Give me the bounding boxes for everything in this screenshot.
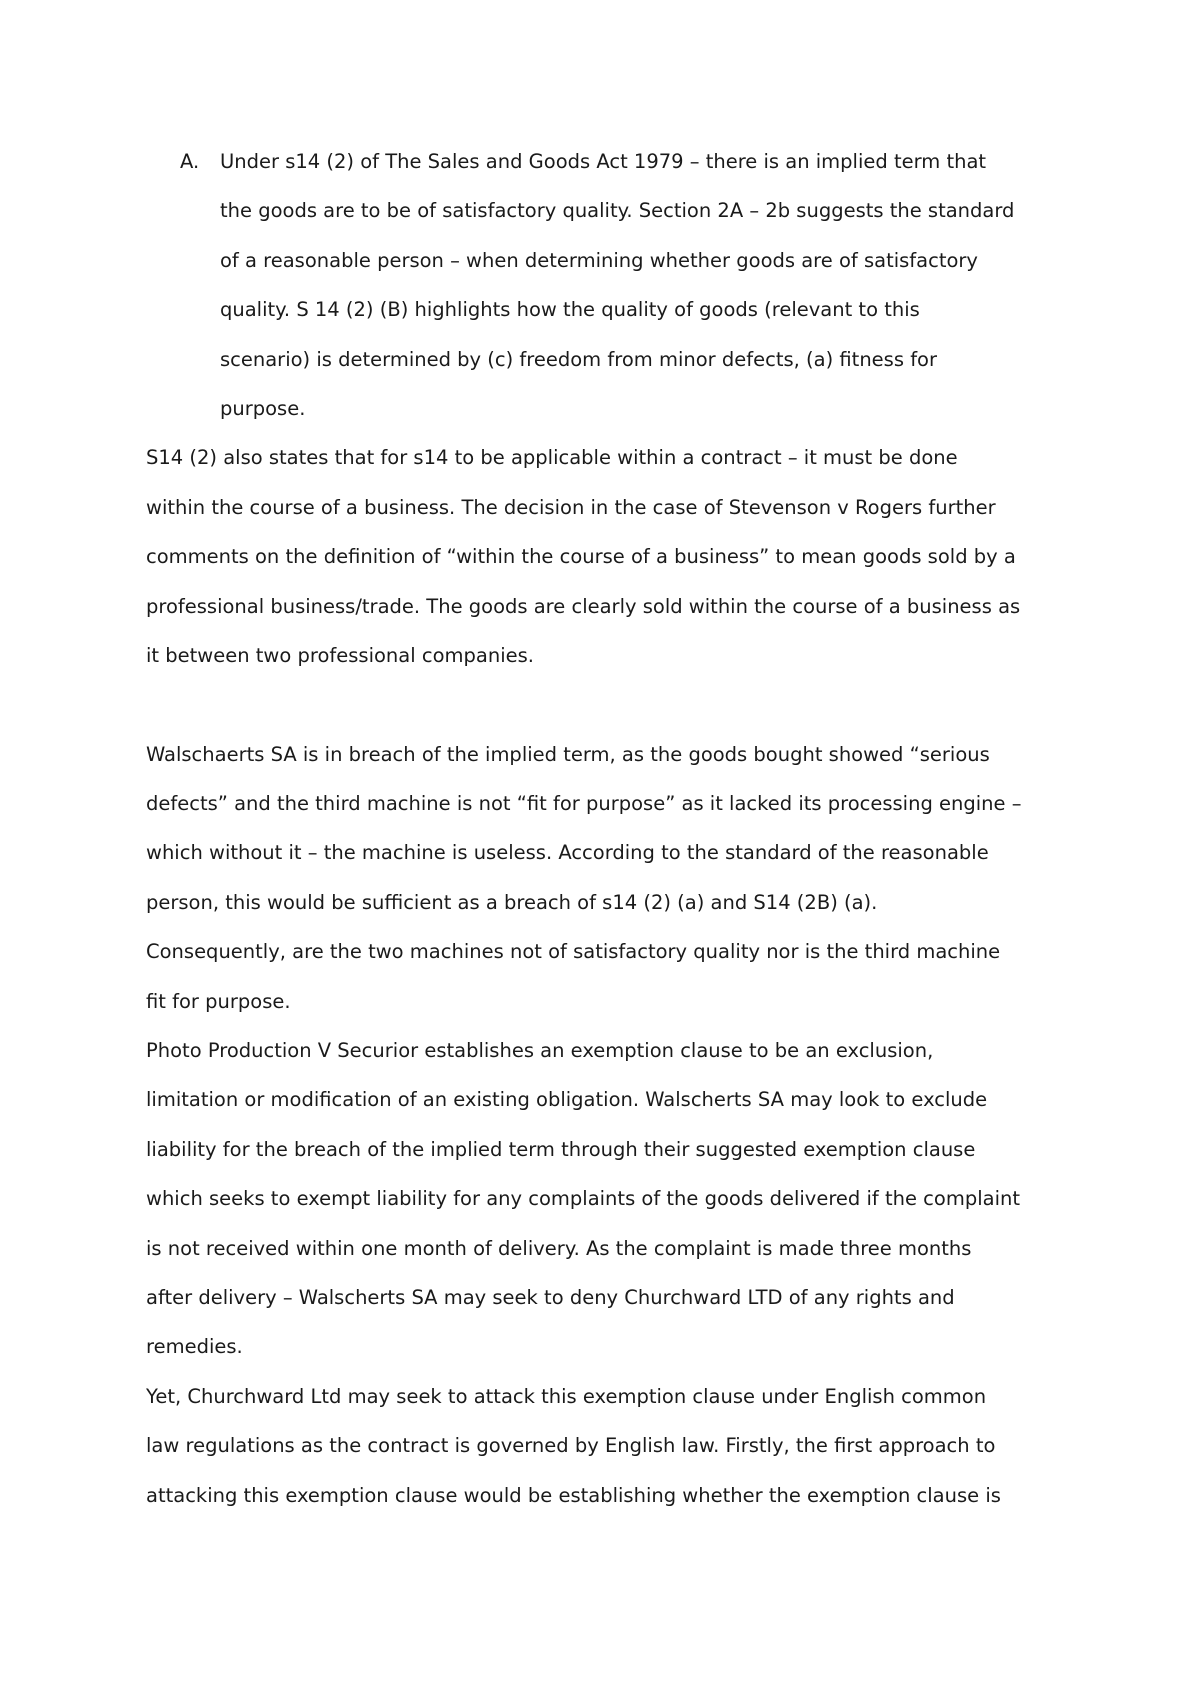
text-line: professional business/trade. The goods are clearly sold within the course of a business as	[146, 594, 1021, 618]
text-line: which without it – the machine is useless. According to the standard of the reasonable	[146, 841, 989, 865]
text-line: of a reasonable person – when determining whether goods are of satisfactory	[220, 248, 978, 272]
text-line: Walschaerts SA is in breach of the implied term, as the goods bought showed “serious	[146, 742, 990, 766]
text-line: defects” and the third machine is not “fit for purpose” as it lacked its processing engine –	[146, 792, 1022, 816]
text-line: liability for the breach of the implied term through their suggested exemption clause	[146, 1137, 976, 1161]
text-line: is not received within one month of delivery. As the complaint is made three months	[146, 1236, 972, 1260]
text-line: scenario) is determined by (c) freedom from minor defects, (a) fitness for	[220, 347, 938, 371]
paragraph-exemption-clause	[146, 1026, 1066, 1372]
document-page	[146, 137, 1066, 1520]
text-line: person, this would be sufficient as a breach of s14 (2) (a) and S14 (2B) (a).	[146, 890, 878, 914]
text-line: comments on the definition of “within the course of a business” to mean goods sold by a	[146, 545, 1016, 569]
text-line: which seeks to exempt liability for any complaints of the goods delivered if the complaint	[146, 1187, 1020, 1211]
list-item-body	[220, 137, 1066, 433]
text-line: the goods are to be of satisfactory quality. Section 2A – 2b suggests the standard	[220, 199, 1015, 223]
text-line: Yet, Churchward Ltd may seek to attack this exemption clause under English common	[146, 1384, 987, 1408]
text-line: limitation or modification of an existing obligation. Walscherts SA may look to exclude	[146, 1088, 988, 1112]
text-line: within the course of a business. The decision in the case of Stevenson v Rogers further	[146, 495, 996, 519]
text-line: attacking this exemption clause would be establishing whether the exemption clause is	[146, 1483, 1001, 1507]
list-marker: A.	[180, 150, 200, 173]
text-line: purpose.	[220, 396, 306, 420]
text-line: Consequently, are the two machines not of satisfactory quality nor is the third machine	[146, 940, 1001, 964]
text-line: Under s14 (2) of The Sales and Goods Act 1979 – there is an implied term that	[220, 150, 987, 173]
paragraph-breach	[146, 730, 1066, 1026]
text-line: remedies.	[146, 1335, 243, 1359]
text-line: quality. S 14 (2) (B) highlights how the quality of goods (relevant to this	[220, 298, 920, 322]
text-line: it between two professional companies.	[146, 643, 534, 667]
paragraph-common-law	[146, 1372, 1066, 1520]
text-line: after delivery – Walscherts SA may seek to deny Churchward LTD of any rights and	[146, 1285, 955, 1309]
text-line: Photo Production V Securior establishes an exemption clause to be an exclusion,	[146, 1039, 934, 1063]
text-line: law regulations as the contract is governed by English law. Firstly, the first approach to	[146, 1434, 996, 1458]
list-item-a	[146, 137, 1066, 433]
text-line: S14 (2) also states that for s14 to be applicable within a contract – it must be done	[146, 446, 958, 470]
paragraph-spacer	[146, 680, 1066, 729]
paragraph-course-of-business	[146, 433, 1066, 680]
text-line: fit for purpose.	[146, 989, 291, 1013]
